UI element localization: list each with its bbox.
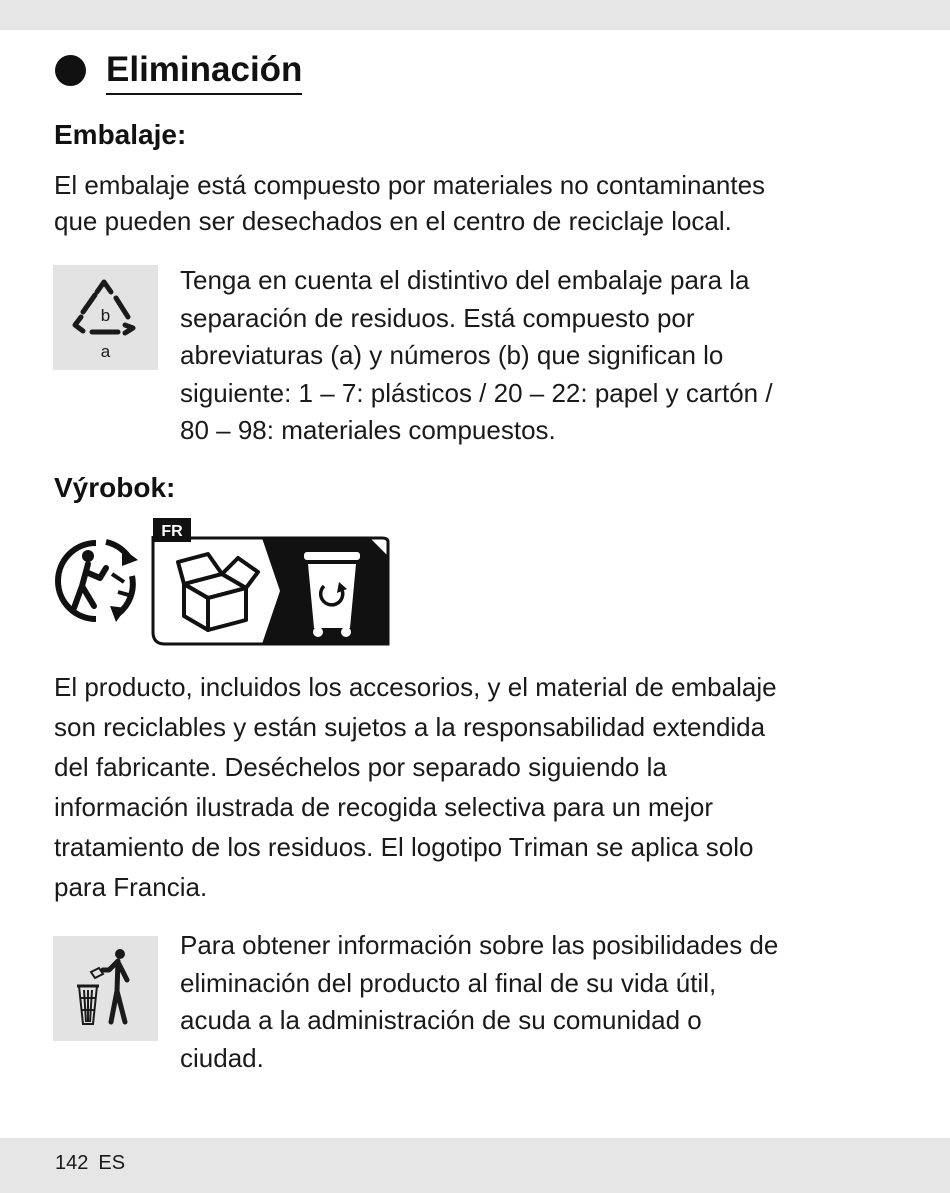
text-line: tratamiento de los residuos. El logotipo Triman se aplica solo [54, 832, 754, 862]
litter-bin-person-icon [53, 936, 158, 1041]
text-line: acuda a la administración de su comunidad o [180, 1005, 702, 1035]
text-line: El producto, incluidos los accesorios, y el material de embalaje [54, 672, 777, 702]
text-line: Tenga en cuenta el distintivo del embalaje para la [180, 265, 750, 295]
packaging-box-icon [178, 554, 258, 630]
text-line: del fabricante. Deséchelos por separado siguiendo la [54, 752, 667, 782]
bottom-band [0, 1138, 950, 1193]
page-number: 142 [55, 1152, 89, 1174]
product-body [54, 667, 777, 907]
recycling-triangle-icon [53, 265, 158, 370]
top-band [0, 0, 950, 30]
packaging-heading: Embalaje: [54, 119, 187, 150]
language-code: ES [98, 1152, 126, 1174]
text-line: información ilustrada de recogida selectiva para un mejor [54, 792, 714, 822]
text-line: 80 – 98: materiales compuestos. [180, 415, 556, 445]
page-footer [55, 1152, 135, 1175]
triman-logo-group [52, 516, 392, 648]
recycling-outer-letter: a [100, 342, 111, 361]
packaging-intro [54, 167, 765, 239]
text-line: para Francia. [54, 872, 208, 902]
product-logos [52, 516, 392, 653]
text-line: siguiente: 1 – 7: plásticos / 20 – 22: papel y cartón / [180, 377, 773, 408]
triman-icon [58, 542, 138, 622]
text-line: ciudad. [180, 1042, 264, 1073]
recycling-code-symbol [53, 265, 158, 370]
text-line: abreviaturas (a) y números (b) que significan lo [180, 340, 724, 370]
product-heading: Výrobok: [54, 472, 176, 503]
text-line: El embalaje está compuesto por materiales no contaminantes [54, 170, 766, 200]
text-line: separación de residuos. Está compuesto por [180, 302, 695, 333]
section-title: Eliminación [106, 48, 302, 95]
text-line: eliminación del producto al final de su vida útil, [180, 967, 717, 998]
packaging-note [180, 262, 773, 450]
section-bullet [55, 55, 86, 86]
info-badge-fr: FR [161, 523, 183, 540]
disposal-text [180, 927, 778, 1077]
text-line: Para obtener información sobre las posibilidades de [180, 930, 779, 960]
text-line: son reciclables y están sujetos a la responsabilidad extendida [54, 712, 766, 742]
disposal-symbol [53, 936, 158, 1041]
sorting-info-panel [153, 518, 388, 644]
recycling-inner-letter: b [100, 306, 111, 325]
text-line: que pueden ser desechados en el centro de reciclaje local. [54, 206, 732, 236]
